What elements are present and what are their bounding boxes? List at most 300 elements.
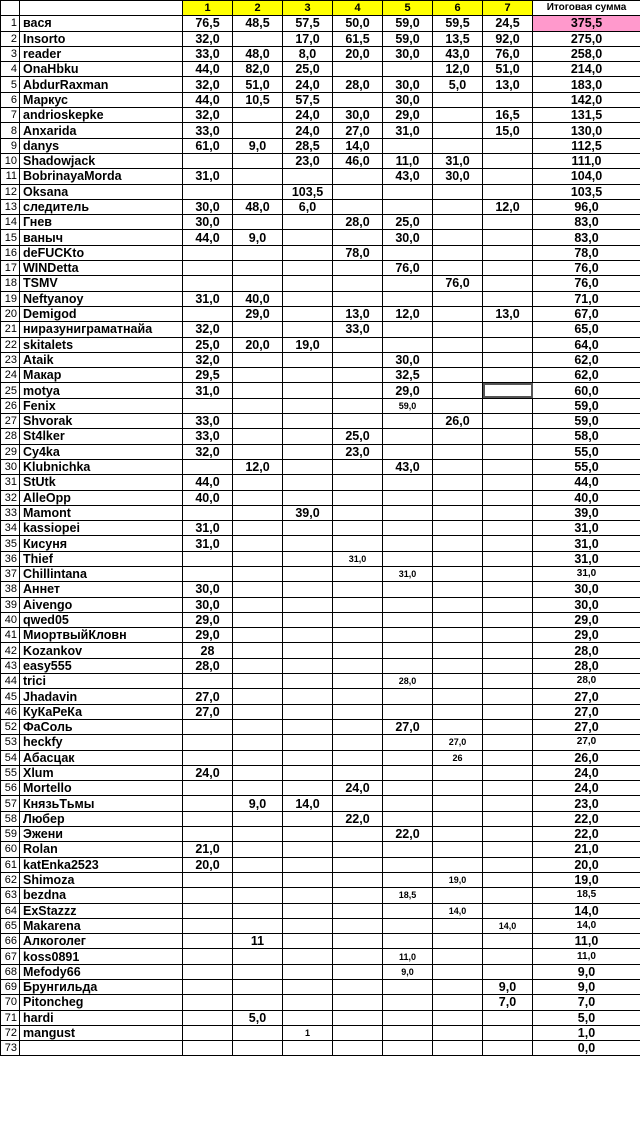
score-cell[interactable] bbox=[283, 612, 333, 627]
total-cell[interactable]: 18,5 bbox=[533, 888, 640, 903]
score-cell[interactable] bbox=[333, 566, 383, 581]
row-number[interactable]: 66 bbox=[1, 934, 20, 949]
total-cell[interactable]: 44,0 bbox=[533, 475, 640, 490]
row-number[interactable]: 53 bbox=[1, 735, 20, 750]
score-cell[interactable]: 12,0 bbox=[233, 459, 283, 474]
score-cell[interactable] bbox=[483, 903, 533, 918]
score-cell[interactable]: 28 bbox=[183, 643, 233, 658]
score-cell[interactable] bbox=[233, 949, 283, 964]
score-cell[interactable] bbox=[483, 153, 533, 168]
score-cell[interactable] bbox=[433, 337, 483, 352]
score-cell[interactable] bbox=[183, 934, 233, 949]
score-cell[interactable] bbox=[433, 566, 483, 581]
row-number[interactable]: 25 bbox=[1, 383, 20, 398]
score-cell[interactable] bbox=[283, 628, 333, 643]
score-cell[interactable]: 8,0 bbox=[283, 46, 333, 61]
score-cell[interactable]: 40,0 bbox=[233, 291, 283, 306]
score-cell[interactable] bbox=[283, 918, 333, 933]
score-cell[interactable]: 30,0 bbox=[433, 169, 483, 184]
row-number[interactable]: 44 bbox=[1, 674, 20, 689]
score-cell[interactable] bbox=[483, 827, 533, 842]
score-cell[interactable] bbox=[433, 934, 483, 949]
row-number[interactable]: 8 bbox=[1, 123, 20, 138]
score-cell[interactable]: 29,0 bbox=[233, 306, 283, 321]
score-cell[interactable]: 27,0 bbox=[333, 123, 383, 138]
player-name-cell[interactable]: deFUCKto bbox=[20, 245, 183, 260]
score-cell[interactable] bbox=[483, 337, 533, 352]
player-name-cell[interactable]: bezdna bbox=[20, 888, 183, 903]
total-cell[interactable]: 27,0 bbox=[533, 704, 640, 719]
score-cell[interactable]: 1 bbox=[283, 1025, 333, 1040]
player-name-cell[interactable]: Mefody66 bbox=[20, 964, 183, 979]
score-cell[interactable]: 11,0 bbox=[383, 949, 433, 964]
player-name-cell[interactable]: Любер bbox=[20, 811, 183, 826]
score-cell[interactable] bbox=[433, 781, 483, 796]
score-cell[interactable] bbox=[183, 811, 233, 826]
score-cell[interactable] bbox=[183, 184, 233, 199]
score-cell[interactable] bbox=[383, 138, 433, 153]
player-name-cell[interactable]: Кисуня bbox=[20, 536, 183, 551]
score-cell[interactable]: 32,0 bbox=[183, 322, 233, 337]
player-name-cell[interactable]: Shadowjack bbox=[20, 153, 183, 168]
total-cell[interactable]: 142,0 bbox=[533, 92, 640, 107]
score-cell[interactable] bbox=[333, 597, 383, 612]
total-cell[interactable]: 40,0 bbox=[533, 490, 640, 505]
score-cell[interactable] bbox=[233, 888, 283, 903]
player-name-cell[interactable]: Mamont bbox=[20, 505, 183, 520]
score-cell[interactable] bbox=[383, 689, 433, 704]
score-cell[interactable] bbox=[183, 505, 233, 520]
row-number[interactable]: 29 bbox=[1, 444, 20, 459]
score-cell[interactable] bbox=[283, 903, 333, 918]
score-cell[interactable] bbox=[383, 475, 433, 490]
score-cell[interactable] bbox=[233, 827, 283, 842]
score-cell[interactable]: 48,0 bbox=[233, 199, 283, 214]
score-cell[interactable] bbox=[483, 490, 533, 505]
score-cell[interactable] bbox=[283, 306, 333, 321]
score-cell[interactable] bbox=[333, 980, 383, 995]
total-cell[interactable]: 131,5 bbox=[533, 108, 640, 123]
score-cell[interactable] bbox=[483, 1025, 533, 1040]
score-cell[interactable] bbox=[433, 995, 483, 1010]
row-number[interactable]: 61 bbox=[1, 857, 20, 872]
score-cell[interactable] bbox=[233, 261, 283, 276]
player-name-cell[interactable]: Гнев bbox=[20, 215, 183, 230]
total-cell[interactable]: 14,0 bbox=[533, 903, 640, 918]
score-cell[interactable] bbox=[283, 521, 333, 536]
player-name-cell[interactable]: КнязьТьмы bbox=[20, 796, 183, 811]
score-cell[interactable]: 103,5 bbox=[283, 184, 333, 199]
total-cell[interactable]: 71,0 bbox=[533, 291, 640, 306]
score-cell[interactable] bbox=[283, 888, 333, 903]
score-cell[interactable] bbox=[283, 291, 333, 306]
player-name-cell[interactable] bbox=[20, 1041, 183, 1056]
row-number[interactable]: 57 bbox=[1, 796, 20, 811]
score-cell[interactable] bbox=[433, 674, 483, 689]
total-cell[interactable]: 30,0 bbox=[533, 582, 640, 597]
total-cell[interactable]: 103,5 bbox=[533, 184, 640, 199]
score-cell[interactable]: 30,0 bbox=[183, 597, 233, 612]
score-cell[interactable] bbox=[483, 612, 533, 627]
row-number[interactable]: 60 bbox=[1, 842, 20, 857]
score-cell[interactable] bbox=[333, 765, 383, 780]
column-header-7[interactable]: 7 bbox=[483, 1, 533, 16]
total-cell[interactable]: 112,5 bbox=[533, 138, 640, 153]
score-cell[interactable] bbox=[233, 276, 283, 291]
score-cell[interactable] bbox=[433, 842, 483, 857]
row-number[interactable]: 40 bbox=[1, 612, 20, 627]
score-cell[interactable] bbox=[233, 505, 283, 520]
score-cell[interactable] bbox=[483, 276, 533, 291]
row-number[interactable]: 10 bbox=[1, 153, 20, 168]
score-cell[interactable] bbox=[483, 444, 533, 459]
score-cell[interactable] bbox=[383, 857, 433, 872]
score-cell[interactable] bbox=[183, 735, 233, 750]
score-cell[interactable] bbox=[383, 995, 433, 1010]
score-cell[interactable]: 19,0 bbox=[433, 872, 483, 887]
score-cell[interactable]: 48,0 bbox=[233, 46, 283, 61]
score-cell[interactable] bbox=[233, 566, 283, 581]
score-cell[interactable]: 24,0 bbox=[183, 765, 233, 780]
row-number[interactable]: 58 bbox=[1, 811, 20, 826]
score-cell[interactable]: 32,0 bbox=[183, 444, 233, 459]
row-number[interactable]: 20 bbox=[1, 306, 20, 321]
score-cell[interactable] bbox=[233, 322, 283, 337]
score-cell[interactable] bbox=[433, 245, 483, 260]
score-cell[interactable] bbox=[483, 459, 533, 474]
score-cell[interactable] bbox=[433, 123, 483, 138]
score-cell[interactable] bbox=[233, 490, 283, 505]
score-cell[interactable]: 48,5 bbox=[233, 16, 283, 31]
score-cell[interactable]: 15,0 bbox=[483, 123, 533, 138]
score-cell[interactable]: 9,0 bbox=[233, 796, 283, 811]
score-cell[interactable]: 33,0 bbox=[183, 429, 233, 444]
score-cell[interactable]: 30,0 bbox=[383, 77, 433, 92]
score-cell[interactable] bbox=[433, 612, 483, 627]
score-cell[interactable] bbox=[483, 1010, 533, 1025]
row-number[interactable]: 24 bbox=[1, 368, 20, 383]
total-cell[interactable]: 11,0 bbox=[533, 949, 640, 964]
score-cell[interactable] bbox=[233, 108, 283, 123]
score-cell[interactable] bbox=[333, 643, 383, 658]
score-cell[interactable] bbox=[283, 980, 333, 995]
score-cell[interactable] bbox=[333, 796, 383, 811]
score-cell[interactable]: 12,0 bbox=[483, 199, 533, 214]
total-cell[interactable]: 258,0 bbox=[533, 46, 640, 61]
score-cell[interactable] bbox=[333, 842, 383, 857]
player-name-cell[interactable]: Chillintana bbox=[20, 566, 183, 581]
score-cell[interactable] bbox=[383, 245, 433, 260]
score-cell[interactable] bbox=[233, 719, 283, 734]
score-cell[interactable] bbox=[183, 781, 233, 796]
score-cell[interactable] bbox=[233, 582, 283, 597]
score-cell[interactable] bbox=[383, 337, 433, 352]
row-number[interactable]: 15 bbox=[1, 230, 20, 245]
score-cell[interactable]: 24,0 bbox=[333, 781, 383, 796]
total-cell[interactable]: 76,0 bbox=[533, 276, 640, 291]
row-number[interactable]: 56 bbox=[1, 781, 20, 796]
score-cell[interactable] bbox=[483, 628, 533, 643]
score-cell[interactable]: 29,0 bbox=[383, 108, 433, 123]
score-cell[interactable]: 23,0 bbox=[283, 153, 333, 168]
player-name-cell[interactable]: StUtk bbox=[20, 475, 183, 490]
score-cell[interactable] bbox=[333, 199, 383, 214]
total-cell[interactable]: 31,0 bbox=[533, 521, 640, 536]
score-cell[interactable]: 28,0 bbox=[383, 674, 433, 689]
score-cell[interactable] bbox=[333, 505, 383, 520]
total-cell[interactable]: 275,0 bbox=[533, 31, 640, 46]
score-cell[interactable] bbox=[333, 1025, 383, 1040]
column-header-4[interactable]: 4 bbox=[333, 1, 383, 16]
total-cell[interactable]: 27,0 bbox=[533, 689, 640, 704]
total-cell[interactable]: 28,0 bbox=[533, 674, 640, 689]
score-cell[interactable] bbox=[333, 674, 383, 689]
score-cell[interactable]: 59,0 bbox=[383, 31, 433, 46]
score-cell[interactable] bbox=[333, 689, 383, 704]
score-cell[interactable]: 10,5 bbox=[233, 92, 283, 107]
score-cell[interactable]: 24,0 bbox=[283, 123, 333, 138]
player-name-cell[interactable]: Jhadavin bbox=[20, 689, 183, 704]
score-cell[interactable] bbox=[233, 628, 283, 643]
row-number[interactable]: 9 bbox=[1, 138, 20, 153]
column-header-3[interactable]: 3 bbox=[283, 1, 333, 16]
row-number[interactable]: 62 bbox=[1, 872, 20, 887]
row-number[interactable]: 30 bbox=[1, 459, 20, 474]
score-cell[interactable] bbox=[233, 169, 283, 184]
score-cell[interactable] bbox=[483, 811, 533, 826]
score-cell[interactable]: 14,0 bbox=[483, 918, 533, 933]
score-cell[interactable] bbox=[383, 1041, 433, 1056]
score-cell[interactable]: 9,0 bbox=[383, 964, 433, 979]
total-cell[interactable]: 30,0 bbox=[533, 597, 640, 612]
score-cell[interactable] bbox=[483, 949, 533, 964]
score-cell[interactable]: 31,0 bbox=[433, 153, 483, 168]
player-name-cell[interactable]: hardi bbox=[20, 1010, 183, 1025]
score-cell[interactable]: 27,0 bbox=[183, 704, 233, 719]
score-cell[interactable] bbox=[233, 918, 283, 933]
total-cell[interactable]: 58,0 bbox=[533, 429, 640, 444]
name-header-cell[interactable] bbox=[20, 1, 183, 16]
total-cell[interactable]: 19,0 bbox=[533, 872, 640, 887]
score-cell[interactable] bbox=[433, 230, 483, 245]
score-cell[interactable] bbox=[183, 1025, 233, 1040]
player-name-cell[interactable]: mangust bbox=[20, 1025, 183, 1040]
score-cell[interactable]: 32,0 bbox=[183, 31, 233, 46]
score-cell[interactable] bbox=[183, 980, 233, 995]
player-name-cell[interactable]: Anxarida bbox=[20, 123, 183, 138]
row-number[interactable]: 5 bbox=[1, 77, 20, 92]
score-cell[interactable] bbox=[483, 934, 533, 949]
score-cell[interactable] bbox=[333, 857, 383, 872]
row-number[interactable]: 32 bbox=[1, 490, 20, 505]
score-cell[interactable]: 61,5 bbox=[333, 31, 383, 46]
row-number[interactable]: 17 bbox=[1, 261, 20, 276]
row-number[interactable]: 72 bbox=[1, 1025, 20, 1040]
score-cell[interactable]: 25,0 bbox=[283, 62, 333, 77]
score-cell[interactable]: 30,0 bbox=[183, 199, 233, 214]
score-cell[interactable] bbox=[383, 872, 433, 887]
score-cell[interactable] bbox=[383, 903, 433, 918]
score-cell[interactable] bbox=[483, 414, 533, 429]
score-cell[interactable]: 11 bbox=[233, 934, 283, 949]
score-cell[interactable] bbox=[433, 796, 483, 811]
score-cell[interactable] bbox=[383, 781, 433, 796]
score-cell[interactable]: 44,0 bbox=[183, 475, 233, 490]
score-cell[interactable]: 19,0 bbox=[283, 337, 333, 352]
column-header-6[interactable]: 6 bbox=[433, 1, 483, 16]
total-cell[interactable]: 60,0 bbox=[533, 383, 640, 398]
score-cell[interactable] bbox=[483, 735, 533, 750]
total-cell[interactable]: 55,0 bbox=[533, 459, 640, 474]
score-cell[interactable]: 5,0 bbox=[433, 77, 483, 92]
score-cell[interactable]: 32,0 bbox=[183, 108, 233, 123]
score-cell[interactable] bbox=[483, 383, 533, 398]
score-cell[interactable] bbox=[333, 827, 383, 842]
score-cell[interactable] bbox=[433, 521, 483, 536]
total-cell[interactable]: 214,0 bbox=[533, 62, 640, 77]
score-cell[interactable] bbox=[233, 184, 283, 199]
total-cell[interactable]: 59,0 bbox=[533, 414, 640, 429]
score-cell[interactable] bbox=[333, 92, 383, 107]
score-cell[interactable] bbox=[283, 398, 333, 413]
row-number[interactable]: 22 bbox=[1, 337, 20, 352]
score-cell[interactable] bbox=[333, 490, 383, 505]
score-cell[interactable]: 29,0 bbox=[383, 383, 433, 398]
score-cell[interactable] bbox=[333, 1041, 383, 1056]
total-cell[interactable]: 24,0 bbox=[533, 765, 640, 780]
score-cell[interactable] bbox=[183, 903, 233, 918]
row-number[interactable]: 52 bbox=[1, 719, 20, 734]
score-cell[interactable] bbox=[433, 597, 483, 612]
score-cell[interactable]: 76,0 bbox=[433, 276, 483, 291]
score-cell[interactable]: 32,5 bbox=[383, 368, 433, 383]
score-cell[interactable] bbox=[483, 291, 533, 306]
player-name-cell[interactable]: Klubnichka bbox=[20, 459, 183, 474]
row-number[interactable]: 28 bbox=[1, 429, 20, 444]
score-cell[interactable] bbox=[283, 658, 333, 673]
score-cell[interactable] bbox=[233, 597, 283, 612]
score-cell[interactable] bbox=[333, 475, 383, 490]
score-cell[interactable]: 29,0 bbox=[183, 612, 233, 627]
score-cell[interactable] bbox=[183, 827, 233, 842]
score-cell[interactable]: 22,0 bbox=[333, 811, 383, 826]
score-cell[interactable] bbox=[483, 582, 533, 597]
player-name-cell[interactable]: ваныч bbox=[20, 230, 183, 245]
score-cell[interactable] bbox=[283, 750, 333, 765]
score-cell[interactable] bbox=[233, 245, 283, 260]
total-cell[interactable]: 67,0 bbox=[533, 306, 640, 321]
score-cell[interactable] bbox=[383, 628, 433, 643]
score-cell[interactable] bbox=[433, 551, 483, 566]
score-cell[interactable] bbox=[233, 735, 283, 750]
score-cell[interactable] bbox=[383, 184, 433, 199]
player-name-cell[interactable]: Demigod bbox=[20, 306, 183, 321]
score-cell[interactable] bbox=[283, 444, 333, 459]
score-cell[interactable]: 44,0 bbox=[183, 230, 233, 245]
score-cell[interactable] bbox=[233, 383, 283, 398]
score-cell[interactable] bbox=[183, 261, 233, 276]
score-cell[interactable] bbox=[333, 612, 383, 627]
score-cell[interactable] bbox=[483, 566, 533, 581]
score-cell[interactable] bbox=[383, 735, 433, 750]
score-cell[interactable] bbox=[383, 521, 433, 536]
score-cell[interactable]: 76,0 bbox=[383, 261, 433, 276]
score-cell[interactable] bbox=[383, 918, 433, 933]
score-cell[interactable] bbox=[333, 903, 383, 918]
score-cell[interactable] bbox=[333, 414, 383, 429]
score-cell[interactable] bbox=[283, 811, 333, 826]
score-cell[interactable]: 40,0 bbox=[183, 490, 233, 505]
score-cell[interactable] bbox=[433, 1025, 483, 1040]
score-cell[interactable] bbox=[233, 536, 283, 551]
player-name-cell[interactable]: TSMV bbox=[20, 276, 183, 291]
score-cell[interactable] bbox=[483, 322, 533, 337]
score-cell[interactable] bbox=[333, 230, 383, 245]
score-cell[interactable] bbox=[283, 566, 333, 581]
row-number[interactable]: 68 bbox=[1, 964, 20, 979]
score-cell[interactable] bbox=[183, 918, 233, 933]
score-cell[interactable]: 14,0 bbox=[283, 796, 333, 811]
score-cell[interactable] bbox=[433, 536, 483, 551]
row-number[interactable]: 19 bbox=[1, 291, 20, 306]
score-cell[interactable]: 25,0 bbox=[183, 337, 233, 352]
score-cell[interactable] bbox=[383, 643, 433, 658]
total-cell[interactable]: 55,0 bbox=[533, 444, 640, 459]
row-number[interactable]: 43 bbox=[1, 658, 20, 673]
score-cell[interactable] bbox=[433, 383, 483, 398]
score-cell[interactable] bbox=[233, 31, 283, 46]
score-cell[interactable] bbox=[483, 261, 533, 276]
score-cell[interactable] bbox=[483, 842, 533, 857]
player-name-cell[interactable]: Shvorak bbox=[20, 414, 183, 429]
total-cell[interactable]: 62,0 bbox=[533, 352, 640, 367]
row-number[interactable]: 4 bbox=[1, 62, 20, 77]
score-cell[interactable] bbox=[283, 765, 333, 780]
score-cell[interactable] bbox=[383, 551, 433, 566]
score-cell[interactable] bbox=[383, 276, 433, 291]
score-cell[interactable]: 13,0 bbox=[483, 77, 533, 92]
score-cell[interactable] bbox=[333, 337, 383, 352]
score-cell[interactable]: 32,0 bbox=[183, 352, 233, 367]
score-cell[interactable]: 59,5 bbox=[433, 16, 483, 31]
row-number[interactable]: 64 bbox=[1, 903, 20, 918]
total-cell[interactable]: 76,0 bbox=[533, 261, 640, 276]
score-cell[interactable] bbox=[433, 689, 483, 704]
score-cell[interactable]: 44,0 bbox=[183, 92, 233, 107]
total-cell[interactable]: 59,0 bbox=[533, 398, 640, 413]
row-number[interactable]: 37 bbox=[1, 566, 20, 581]
total-cell[interactable]: 96,0 bbox=[533, 199, 640, 214]
score-cell[interactable]: 21,0 bbox=[183, 842, 233, 857]
column-header-5[interactable]: 5 bbox=[383, 1, 433, 16]
score-cell[interactable] bbox=[433, 964, 483, 979]
score-cell[interactable] bbox=[483, 536, 533, 551]
score-cell[interactable]: 30,0 bbox=[383, 230, 433, 245]
total-cell[interactable]: 78,0 bbox=[533, 245, 640, 260]
row-number[interactable]: 21 bbox=[1, 322, 20, 337]
score-cell[interactable]: 25,0 bbox=[333, 429, 383, 444]
player-name-cell[interactable]: следитель bbox=[20, 199, 183, 214]
score-cell[interactable] bbox=[333, 934, 383, 949]
score-cell[interactable] bbox=[483, 230, 533, 245]
score-cell[interactable] bbox=[433, 138, 483, 153]
score-cell[interactable]: 78,0 bbox=[333, 245, 383, 260]
score-cell[interactable] bbox=[433, 306, 483, 321]
score-cell[interactable]: 30,0 bbox=[333, 108, 383, 123]
score-cell[interactable] bbox=[183, 1010, 233, 1025]
player-name-cell[interactable]: ExStazzz bbox=[20, 903, 183, 918]
score-cell[interactable] bbox=[233, 964, 283, 979]
